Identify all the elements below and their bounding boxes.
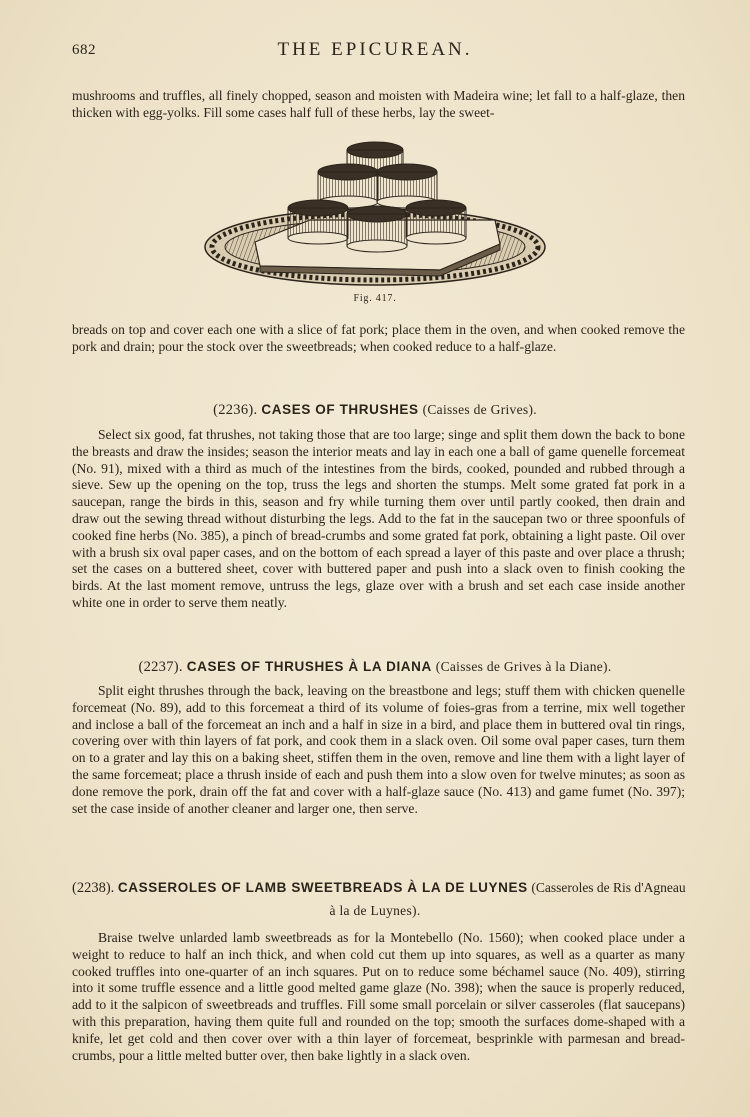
- figure-caption: Fig. 417.: [353, 293, 397, 304]
- top-paragraph: mushrooms and truffles, all finely chopped, season and moisten with Madeira wine; let fall to a half-glaze, then thicken with egg-yolks. Fill some cases half full of these herbs, lay the sweet-: [72, 88, 685, 120]
- recipe-2238-heading: (2238). CASSEROLES OF LAMB SWEETBREADS À LA DE LUYNES (Casseroles de Ris d'Agneau: [72, 880, 686, 896]
- page-number: 682: [72, 42, 96, 58]
- recipe-2237-heading: (2237). CASES OF THRUSHES À LA DIANA (Caisses de Grives à la Diane).: [138, 659, 612, 675]
- recipe-2238-body: Braise twelve unlarded lamb sweetbreads as for la Montebello (No. 1560); when cooked place under a weight to reduce to half an inch thick, and when cold cut them up into squares, as well as a quarter as many cooked truffles into one-quarter of an inch squares. Put on to reduce some béchamel sauce (No. 409), stirring into it some truffle essence and a little good melted game glaze (No. 398); when the sauce is properly reduced, add to it the salpicon of sweetbreads and truffles. Fill some small porcelain or silver casseroles (flat saucepans) with this preparation, having them quite full and rounded on the top; smooth the surfaces dome-shaped with a knife, let get cold and then cover over with a thin layer of forcemeat, besprinkle with parmesan and bread-crumbs, pour a little melted butter over, then bake lightly in a slack oven.: [72, 930, 685, 1063]
- continuation-paragraph: breads on top and cover each one with a slice of fat pork; place them in the oven, and when cooked remove the pork and drain; pour the stock over the sweetbreads; when cooked reduce to a half-glaze.: [72, 322, 685, 354]
- running-title: THE EPICUREAN.: [277, 39, 473, 60]
- recipe-2237-body: Split eight thrushes through the back, leaving on the breastbone and legs; stuff them with chicken quenelle forcemeat (No. 89), add to this forcemeat a third of its volume of foies-gras from a terrine, mix well together and inclose a ball of the forcemeat an inch and a half in size in a bird, and place them in buttered oval tin rings, covering over with thin layers of fat pork, and cook them in a slack oven. Oil some oval paper cases, turn them on to a grater and lay this on a baking sheet, stiffen them in the oven, remove and line them with a light layer of the same forcemeat; place a thrush inside of each and push them into a slow oven for twelve minutes; as soon as done remove the pork, drain off the fat and cover with a half-glaze sauce (No. 413) and game fumet (No. 397); set the case inside of another cleaner and larger one, then serve.: [72, 683, 685, 816]
- recipe-2238-heading-cont: à la de Luynes).: [329, 903, 421, 918]
- recipe-2236-heading: (2236). CASES OF THRUSHES (Caisses de Grives).: [213, 402, 537, 418]
- recipe-2236-body: Select six good, fat thrushes, not taking those that are too large; singe and split them down the back to bone the breasts and draw the insides; season the interior meats and lay in each one a ball of game quenelle forcemeat (No. 91), mixed with a third as much of the intestines from the birds, cooked, pounded and rubbed through a sieve. Sew up the opening on the top, truss the legs and shorten the stumps. Melt some grated fat pork in a saucepan, range the birds in this, season and fry while turning them over until partly cooked, then drain and draw out the sewing thread without disturbing the legs. Add to the fat in the saucepan two or three spoonfuls of cooked fine herbs (No. 385), a pinch of bread-crumbs and some grated fat pork, obtaining a light paste. Oil over with a brush six oval paper cases, and on the bottom of each spread a layer of this paste and over place a thrush; set the cases on a buttered sheet, cover with buttered paper and push into a slack oven to finish cooking the birds. At the last moment remove, untruss the legs, glaze over with a brush and set each case inside another white one in order to serve them neatly.: [72, 427, 685, 610]
- figure-417-illustration: [200, 132, 550, 300]
